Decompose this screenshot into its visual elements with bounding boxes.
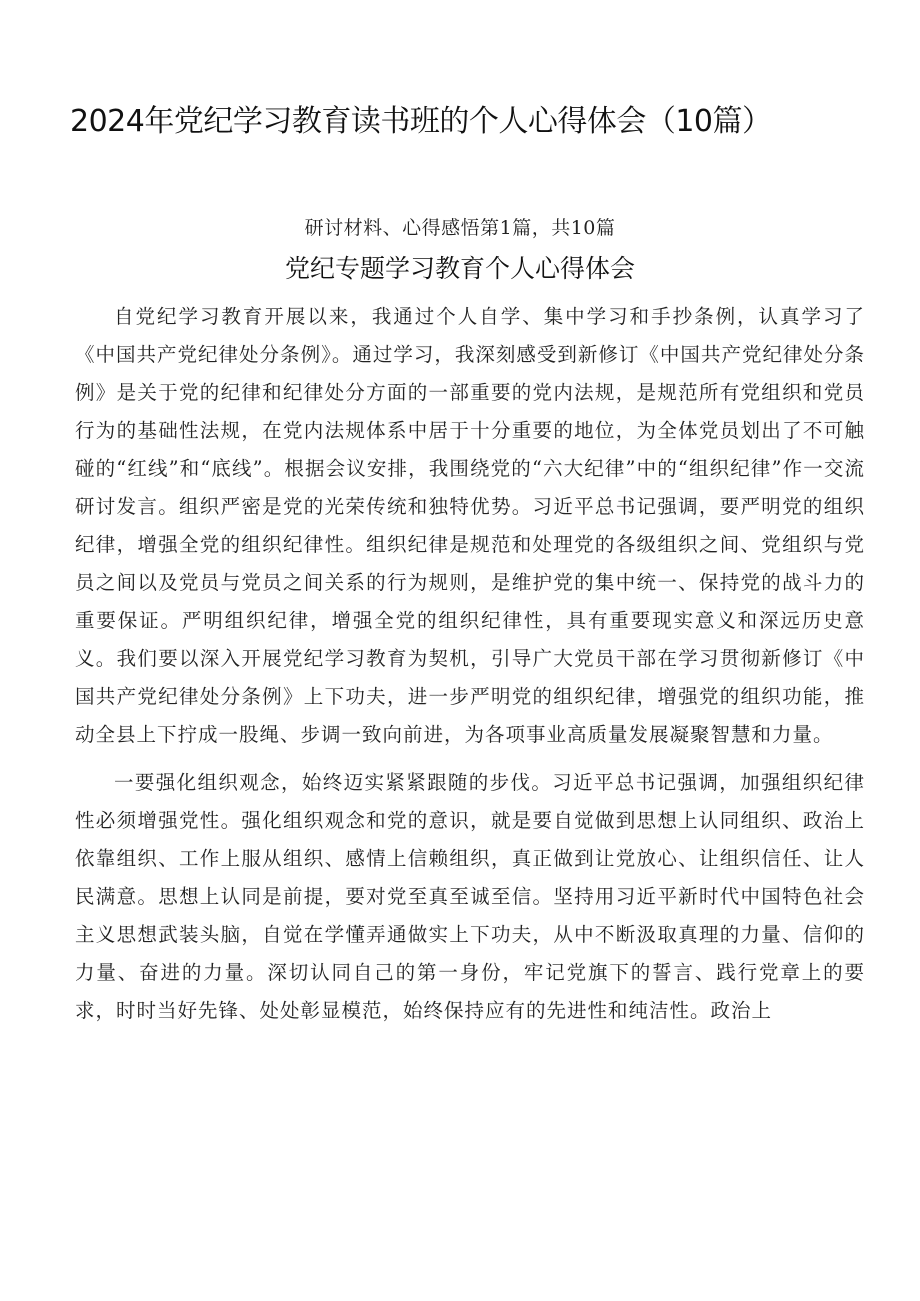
document-body — [75, 298, 865, 1040]
document-title: 2024年党纪学习教育读书班的个人心得体会（10篇） — [70, 104, 772, 139]
body-paragraph: 自党纪学习教育开展以来，我通过个人自学、集中学习和手抄条例，认真学习了《中国共产党纪律处分条例》。通过学习，我深刻感受到新修订《中国共产党纪律处分条例》是关于党的纪律和纪律处分方面的一部重要的党内法规，是规范所有党组织和党员行为的基础性法规，在党内法规体系中居于十分重要的地位，为全体党员划出了不可触碰的“红线”和“底线”。根据会议安排，我围绕党的“六大纪律”中的“组织纪律”作一交流研讨发言。组织严密是党的光荣传统和独特优势。习近平总书记强调，要严明党的组织纪律，增强全党的组织纪律性。组织纪律是规范和处理党的各级组织之间、党组织与党员之间以及党员与党员之间关系的行为规则，是维护党的集中统一、保持党的战斗力的重要保证。严明组织纪律，增强全党的组织纪律性，具有重要现实意义和深远历史意义。我们要以深入开展党纪学习教育为契机，引导广大党员干部在学习贯彻新修订《中国共产党纪律处分条例》上下功夫，进一步严明党的组织纪律，增强党的组织功能，推动全县上下拧成一股绳、步调一致向前进，为各项事业高质量发展凝聚智慧和力量。 — [75, 305, 865, 746]
body-paragraph: 一要强化组织观念，始终迈实紧紧跟随的步伐。习近平总书记强调，加强组织纪律性必须增强党性。强化组织观念和党的意识，就是要自觉做到思想上认同组织、政治上依靠组织、工作上服从组织、感情上信赖组织，真正做到让党放心、让组织信任、让人民满意。思想上认同是前提，要对党至真至诚至信。坚持用习近平新时代中国特色社会主义思想武装头脑，自觉在学懂弄通做实上下功夫，从中不断汲取真理的力量、信仰的力量、奋进的力量。深切认同自己的第一身份，牢记党旗下的誓言、践行党章上的要求，时时当好先锋、处处彰显模范，始终保持应有的先进性和纯洁性。政治上 — [75, 771, 865, 1022]
document-subtitle: 研讨材料、心得感悟第1篇，共10篇 — [304, 217, 616, 239]
section-heading: 党纪专题学习教育个人心得体会 — [284, 254, 635, 283]
